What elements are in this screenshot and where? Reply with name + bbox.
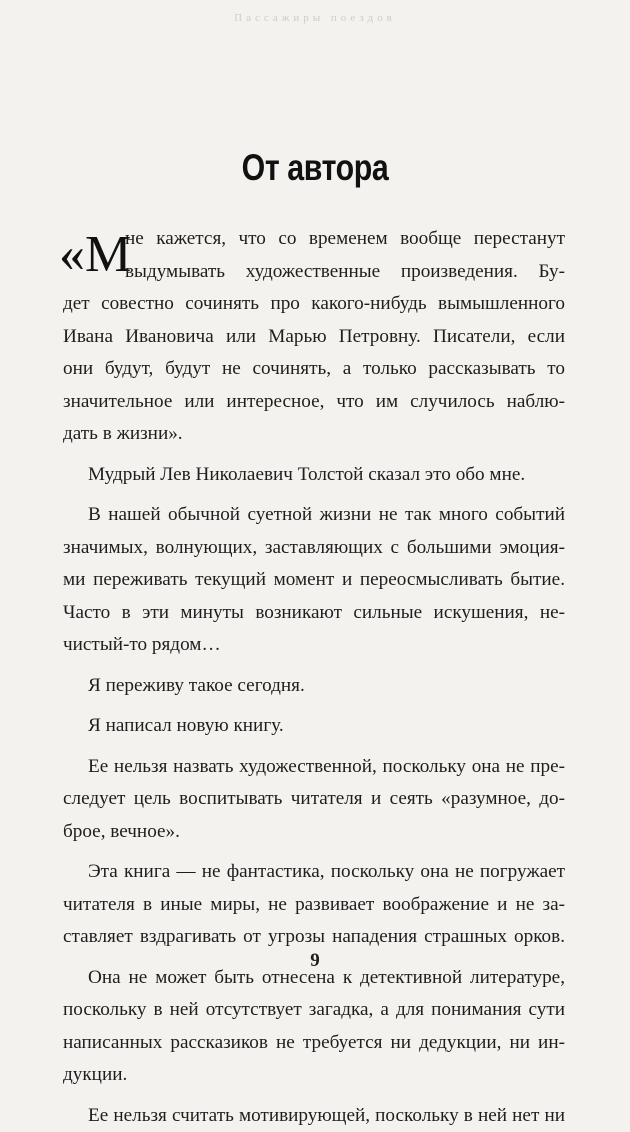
page-number: 9 (0, 950, 630, 972)
running-header-bleedthrough: Пассажиры поездов (0, 12, 630, 24)
text-line: Мудрый Лев Николаевич Толстой сказал это обо мне. (63, 459, 565, 492)
text-line: написанных рассказиков не требуется ни дедукции, ни ин- (63, 1027, 565, 1060)
text-line: дать в жизни». (63, 418, 565, 451)
text-line: ставляет вздрагивать от угрозы нападения страшных орков. (63, 921, 565, 954)
text-line: читателя в иные миры, не развивает воображение и не за- (63, 889, 565, 922)
text-line: Эта книга — не фантастика, поскольку она не погружает (63, 856, 565, 889)
text-line: ми переживать текущий момент и переосмысливать бытие. (63, 564, 565, 597)
text-line: значительное или интересное, что им случилось наблю- (63, 386, 565, 419)
text-line: дет совестно сочинять про какого-нибудь вымышленного (63, 288, 565, 321)
text-line: Ее нельзя считать мотивирующей, поскольку в ней нет ни (63, 1100, 565, 1132)
text-line: не кажется, что со временем вообще перестанут (125, 228, 565, 249)
text-line: поскольку в ней отсутствует загадка, а для понимания сути (63, 994, 565, 1027)
text-line: следует цель воспитывать читателя и сеять «разумное, до- (63, 783, 565, 816)
text-line: брое, вечное». (63, 816, 565, 849)
text-line: Часто в эти минуты возникают сильные искушения, не- (63, 597, 565, 630)
text-line: дукции. (63, 1059, 565, 1092)
body-text (63, 223, 565, 1132)
text-line: Я переживу такое сегодня. (63, 670, 565, 703)
text-line: Ивана Ивановича или Марью Петровну. Писатели, если (63, 321, 565, 354)
text-line: значимых, волнующих, заставляющих с большими эмоция- (63, 532, 565, 565)
text-line: Она не может быть отнесена к детективной литературе, (63, 962, 565, 995)
text-line: выдумывать художественные произведения. Бу- (63, 256, 565, 289)
text-line: Я написал новую книгу. (63, 710, 565, 743)
text-line-first (63, 223, 565, 256)
text-line: Ее нельзя назвать художественной, поскольку она не пре- (63, 751, 565, 784)
text-line: чистый-то рядом… (63, 629, 565, 662)
text-line: В нашей обычной суетной жизни не так много событий (63, 499, 565, 532)
text-line: они будут, будут не сочинять, а только рассказывать то (63, 353, 565, 386)
page-title: От автора (57, 147, 574, 189)
drop-cap: «М (59, 229, 131, 281)
